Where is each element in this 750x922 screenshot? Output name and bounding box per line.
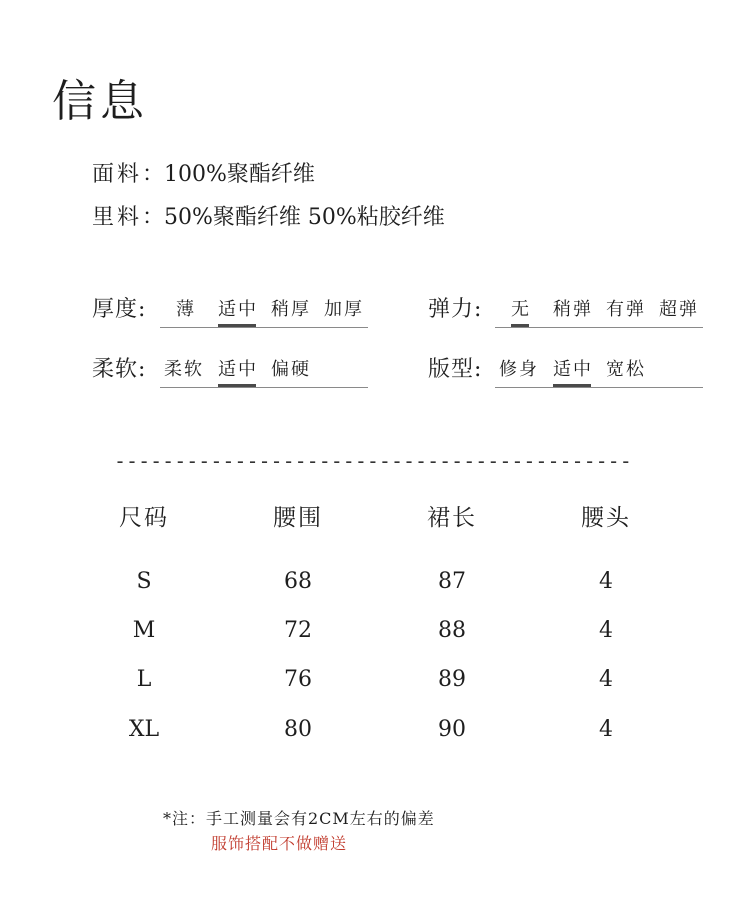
cell-skirt-length: 89: [438, 667, 466, 692]
header-size: 尺码: [119, 505, 169, 531]
cell-size: XL: [128, 717, 160, 742]
thickness-option-thick: 加厚: [324, 299, 364, 320]
lining-fabric-row: [92, 203, 445, 233]
softness-label: 柔软:: [92, 357, 147, 382]
header-waistband: 腰头: [581, 505, 631, 531]
elasticity-option-stretchy: 有弹: [606, 299, 646, 320]
cell-waistband: 4: [599, 717, 613, 742]
cell-skirt-length: 87: [438, 569, 466, 594]
cell-waist: 72: [284, 618, 312, 643]
fit-label: 版型:: [428, 357, 483, 382]
cell-waist: 76: [284, 667, 312, 692]
cell-size: L: [136, 667, 152, 692]
softness-options: [160, 357, 368, 388]
cell-skirt-length: 88: [438, 618, 466, 643]
lining-fabric-label: 里料: [92, 205, 143, 230]
elasticity-option-super: 超弹: [659, 299, 699, 320]
outer-fabric-value: ：100%聚酯纤维: [142, 162, 315, 187]
outer-fabric-label: 面料: [92, 162, 143, 187]
fit-option-regular: 适中: [553, 357, 593, 383]
cell-skirt-length: 90: [438, 717, 466, 742]
thickness-option-thin: 薄: [176, 299, 196, 320]
cell-waistband: 4: [599, 667, 613, 692]
cell-waist: 68: [284, 569, 312, 594]
thickness-options: [160, 297, 368, 328]
thickness-label: 厚度:: [92, 297, 147, 322]
measurement-note: *注：手工测量会有2CM左右的偏差: [163, 809, 435, 828]
thickness-option-medium: 适中: [218, 297, 258, 323]
softness-option-soft: 柔软: [164, 359, 204, 380]
cell-waistband: 4: [599, 569, 613, 594]
cell-waist: 80: [284, 717, 312, 742]
cell-waistband: 4: [599, 618, 613, 643]
header-skirt-length: 裙长: [427, 505, 477, 531]
cell-size: S: [136, 569, 152, 594]
outer-fabric-row: [92, 160, 315, 190]
elasticity-label: 弹力:: [428, 297, 483, 322]
cell-size: M: [132, 618, 156, 643]
elasticity-option-none: 无: [511, 297, 531, 323]
page-title: 信息: [52, 76, 148, 127]
softness-option-medium: 适中: [218, 357, 258, 383]
elasticity-option-slight: 稍弹: [553, 299, 593, 320]
lining-fabric-value: ：50%聚酯纤维 50%粘胶纤维: [142, 205, 445, 230]
accessories-note: 服饰搭配不做赠送: [211, 834, 348, 853]
fit-options: [495, 357, 703, 388]
fit-option-slim: 修身: [499, 359, 539, 380]
header-waist: 腰围: [273, 505, 323, 531]
elasticity-options: [495, 297, 703, 328]
thickness-option-slightly-thick: 稍厚: [271, 299, 311, 320]
section-divider: -------------------------------------------: [114, 449, 632, 473]
softness-option-hard: 偏硬: [271, 359, 311, 380]
fit-option-loose: 宽松: [606, 359, 646, 380]
